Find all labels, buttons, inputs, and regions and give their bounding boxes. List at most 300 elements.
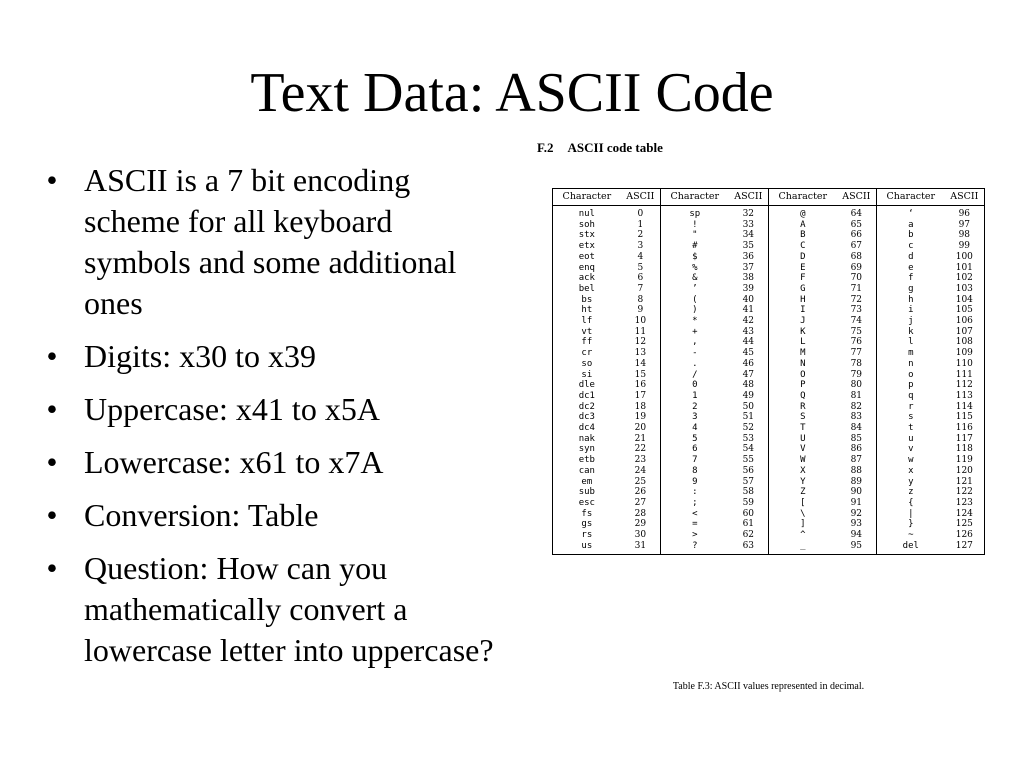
ascii-value-cell: 39	[742, 283, 755, 294]
ascii-value-cell: 6	[637, 273, 644, 284]
ascii-value-cell: 103	[945, 284, 985, 295]
character-cell: &	[660, 273, 728, 284]
character-cell: C	[768, 241, 836, 252]
character-cell: etx	[553, 241, 621, 252]
character-cell: }	[876, 519, 944, 530]
ascii-value-cell: 73	[850, 305, 863, 316]
table-row	[553, 206, 985, 220]
character-cell: E	[768, 263, 836, 274]
ascii-value-cell: 99	[945, 241, 985, 252]
ascii-value-cell: 74	[850, 316, 863, 327]
ascii-value-cell: 124	[945, 509, 985, 520]
ascii-value-cell: 84	[850, 423, 863, 434]
character-cell: soh	[553, 220, 621, 231]
character-cell: *	[660, 316, 728, 327]
ascii-value-cell: 2	[637, 230, 644, 241]
bullet-item	[42, 160, 502, 324]
figure-title: ASCII code table	[567, 140, 663, 155]
ascii-value-cell: 75	[850, 326, 863, 337]
table-row	[553, 252, 985, 263]
character-cell: n	[876, 359, 944, 370]
character-cell: (	[660, 295, 728, 306]
character-cell: dle	[553, 380, 621, 391]
character-cell: dc1	[553, 391, 621, 402]
character-cell: h	[876, 295, 944, 306]
table-row	[553, 487, 985, 498]
character-cell: #	[660, 241, 728, 252]
ascii-value-cell: 5	[637, 262, 644, 273]
character-cell: j	[876, 316, 944, 327]
table-row	[553, 519, 985, 530]
character-cell: si	[553, 370, 621, 381]
character-cell: vt	[553, 327, 621, 338]
ascii-value-cell: 37	[742, 262, 755, 273]
character-cell: esc	[553, 498, 621, 509]
character-cell: em	[553, 477, 621, 488]
slide-title: Text Data: ASCII Code	[250, 62, 774, 124]
character-cell: 4	[660, 423, 728, 434]
table-row	[553, 305, 985, 316]
ascii-value-cell: 21	[634, 433, 647, 444]
character-cell: {	[876, 498, 944, 509]
table-row	[553, 434, 985, 445]
ascii-value-cell: 8	[637, 294, 644, 305]
character-cell: ]	[768, 519, 836, 530]
character-cell: P	[768, 380, 836, 391]
character-cell: nak	[553, 434, 621, 445]
table-row	[553, 241, 985, 252]
ascii-value-cell: 50	[742, 401, 755, 412]
ascii-value-cell: 1	[637, 219, 644, 230]
table-row	[553, 263, 985, 274]
character-cell: so	[553, 359, 621, 370]
ascii-value-cell: 115	[945, 412, 985, 423]
ascii-value-cell: 62	[742, 530, 755, 541]
character-cell: i	[876, 305, 944, 316]
ascii-value-cell: 45	[742, 348, 755, 359]
character-cell: 7	[660, 455, 728, 466]
bullet-text: Uppercase: x41 to x5A	[84, 391, 380, 427]
character-cell: [	[768, 498, 836, 509]
character-cell: ‘	[876, 206, 944, 220]
character-cell: I	[768, 305, 836, 316]
bullet-icon: •	[46, 444, 58, 480]
table-row	[553, 412, 985, 423]
character-cell: H	[768, 295, 836, 306]
ascii-value-cell: 58	[742, 487, 755, 498]
character-cell: dc3	[553, 412, 621, 423]
character-cell: gs	[553, 519, 621, 530]
bullet-icon: •	[46, 162, 58, 198]
ascii-value-cell: 31	[621, 541, 661, 554]
ascii-value-cell: 126	[945, 530, 985, 541]
ascii-value-cell: 95	[837, 541, 877, 554]
character-cell: !	[660, 220, 728, 231]
character-cell: b	[876, 230, 944, 241]
character-cell: t	[876, 423, 944, 434]
character-cell: X	[768, 466, 836, 477]
bullet-text: Question: How can you mathematically convert a lowercase letter into uppercase?	[84, 550, 494, 668]
character-cell: del	[876, 541, 944, 554]
ascii-value-cell: 102	[945, 273, 985, 284]
character-cell: cr	[553, 348, 621, 359]
ascii-value-cell: 71	[850, 283, 863, 294]
character-cell: ff	[553, 337, 621, 348]
ascii-value-cell: 3	[637, 241, 644, 252]
ascii-value-cell: 0	[637, 209, 644, 219]
column-header: Character	[660, 189, 728, 206]
table-body	[553, 206, 985, 555]
ascii-value-cell: 32	[742, 209, 755, 219]
table-row	[553, 391, 985, 402]
ascii-value-cell: 41	[742, 305, 755, 316]
character-cell: ’	[660, 284, 728, 295]
ascii-value-cell: 27	[634, 497, 647, 508]
ascii-value-cell: 91	[850, 497, 863, 508]
ascii-value-cell: 116	[945, 423, 985, 434]
character-cell: o	[876, 370, 944, 381]
character-cell: etb	[553, 455, 621, 466]
character-cell: 3	[660, 412, 728, 423]
character-cell: D	[768, 252, 836, 263]
ascii-value-cell: 77	[850, 348, 863, 359]
table-row	[553, 370, 985, 381]
ascii-value-cell: 34	[742, 230, 755, 241]
bullet-item	[42, 389, 502, 430]
ascii-value-cell: 47	[742, 369, 755, 380]
ascii-value-cell: 19	[634, 412, 647, 423]
character-cell: ^	[768, 530, 836, 541]
ascii-value-cell: 70	[850, 273, 863, 284]
character-cell: 5	[660, 434, 728, 445]
ascii-value-cell: 93	[850, 519, 863, 530]
character-cell: 6	[660, 444, 728, 455]
ascii-value-cell: 122	[945, 487, 985, 498]
ascii-value-cell: 18	[634, 401, 647, 412]
table-row	[553, 477, 985, 488]
ascii-value-cell: 121	[945, 477, 985, 488]
ascii-table	[552, 188, 985, 555]
bullet-text: Lowercase: x61 to x7A	[84, 444, 384, 480]
ascii-value-cell: 22	[634, 444, 647, 455]
character-cell: .	[660, 359, 728, 370]
table-row	[553, 444, 985, 455]
ascii-value-cell: 60	[742, 508, 755, 519]
character-cell: sp	[660, 206, 728, 220]
character-cell: c	[876, 241, 944, 252]
character-cell: ?	[660, 541, 728, 554]
ascii-value-cell: 112	[945, 380, 985, 391]
character-cell: y	[876, 477, 944, 488]
table-row	[553, 466, 985, 477]
table-row	[553, 455, 985, 466]
table-header-row	[553, 189, 985, 206]
character-cell: M	[768, 348, 836, 359]
character-cell: syn	[553, 444, 621, 455]
column-header: Character	[876, 189, 944, 206]
table-caption: Table F.3: ASCII values represented in decimal.	[672, 681, 865, 692]
ascii-value-cell: 105	[945, 305, 985, 316]
character-cell: 8	[660, 466, 728, 477]
character-cell: A	[768, 220, 836, 231]
ascii-value-cell: 4	[637, 251, 644, 262]
table-row	[553, 530, 985, 541]
ascii-value-cell: 125	[945, 519, 985, 530]
ascii-value-cell: 100	[945, 252, 985, 263]
table-row	[553, 380, 985, 391]
ascii-value-cell: 107	[945, 327, 985, 338]
ascii-value-cell: 96	[945, 206, 985, 220]
column-header: Character	[553, 189, 621, 206]
character-cell: +	[660, 327, 728, 338]
character-cell: u	[876, 434, 944, 445]
ascii-value-cell: 108	[945, 337, 985, 348]
character-cell: f	[876, 273, 944, 284]
character-cell: dc2	[553, 402, 621, 413]
ascii-value-cell: 90	[850, 487, 863, 498]
character-cell: dc4	[553, 423, 621, 434]
character-cell: <	[660, 509, 728, 520]
character-cell: v	[876, 444, 944, 455]
ascii-value-cell: 63	[729, 541, 769, 554]
ascii-value-cell: 68	[850, 251, 863, 262]
character-cell: )	[660, 305, 728, 316]
ascii-value-cell: 127	[945, 541, 985, 554]
ascii-value-cell: 28	[634, 508, 647, 519]
character-cell: q	[876, 391, 944, 402]
ascii-value-cell: 94	[850, 530, 863, 541]
ascii-value-cell: 20	[634, 423, 647, 434]
character-cell: rs	[553, 530, 621, 541]
bullet-icon: •	[46, 550, 58, 586]
character-cell: bel	[553, 284, 621, 295]
ascii-value-cell: 35	[742, 241, 755, 252]
character-cell: N	[768, 359, 836, 370]
bullet-item	[42, 495, 502, 536]
ascii-value-cell: 82	[850, 401, 863, 412]
ascii-value-cell: 65	[850, 219, 863, 230]
character-cell: enq	[553, 263, 621, 274]
ascii-value-cell: 23	[634, 455, 647, 466]
character-cell: ht	[553, 305, 621, 316]
table-row	[553, 295, 985, 306]
character-cell: O	[768, 370, 836, 381]
character-cell: w	[876, 455, 944, 466]
ascii-value-cell: 53	[742, 433, 755, 444]
character-cell: 9	[660, 477, 728, 488]
ascii-value-cell: 36	[742, 251, 755, 262]
table-row	[553, 337, 985, 348]
character-cell: ack	[553, 273, 621, 284]
character-cell: $	[660, 252, 728, 263]
ascii-value-cell: 43	[742, 326, 755, 337]
character-cell: >	[660, 530, 728, 541]
ascii-value-cell: 72	[850, 294, 863, 305]
ascii-value-cell: 25	[634, 476, 647, 487]
ascii-value-cell: 59	[742, 497, 755, 508]
bullet-icon: •	[46, 497, 58, 533]
ascii-value-cell: 111	[945, 370, 985, 381]
character-cell: Y	[768, 477, 836, 488]
bullet-item	[42, 442, 502, 483]
ascii-value-cell: 104	[945, 295, 985, 306]
ascii-value-cell: 86	[850, 444, 863, 455]
character-cell: U	[768, 434, 836, 445]
character-cell: d	[876, 252, 944, 263]
character-cell: 1	[660, 391, 728, 402]
character-cell: =	[660, 519, 728, 530]
ascii-value-cell: 92	[850, 508, 863, 519]
ascii-value-cell: 113	[945, 391, 985, 402]
ascii-value-cell: 85	[850, 433, 863, 444]
ascii-value-cell: 110	[945, 359, 985, 370]
table-row	[553, 327, 985, 338]
character-cell: L	[768, 337, 836, 348]
ascii-value-cell: 7	[637, 283, 644, 294]
ascii-value-cell: 114	[945, 402, 985, 413]
ascii-value-cell: 38	[742, 273, 755, 284]
ascii-value-cell: 118	[945, 444, 985, 455]
ascii-value-cell: 81	[850, 390, 863, 401]
character-cell: g	[876, 284, 944, 295]
character-cell: x	[876, 466, 944, 477]
table-row	[553, 284, 985, 295]
table-row	[553, 509, 985, 520]
table-row	[553, 498, 985, 509]
character-cell: r	[876, 402, 944, 413]
character-cell: bs	[553, 295, 621, 306]
character-cell: :	[660, 487, 728, 498]
column-header: ASCII	[621, 189, 661, 206]
ascii-value-cell: 14	[634, 358, 647, 369]
ascii-value-cell: 67	[850, 241, 863, 252]
ascii-value-cell: 80	[850, 380, 863, 391]
character-cell: J	[768, 316, 836, 327]
column-header: ASCII	[729, 189, 769, 206]
table-row	[553, 541, 985, 554]
table-row	[553, 273, 985, 284]
ascii-value-cell: 97	[945, 220, 985, 231]
ascii-value-cell: 33	[742, 219, 755, 230]
ascii-value-cell: 40	[742, 294, 755, 305]
ascii-value-cell: 56	[742, 465, 755, 476]
table-row	[553, 230, 985, 241]
ascii-value-cell: 42	[742, 316, 755, 327]
bullet-list	[42, 160, 502, 683]
ascii-value-cell: 16	[634, 380, 647, 391]
character-cell: a	[876, 220, 944, 231]
ascii-value-cell: 26	[634, 487, 647, 498]
ascii-value-cell: 55	[742, 455, 755, 466]
character-cell: k	[876, 327, 944, 338]
ascii-value-cell: 51	[742, 412, 755, 423]
ascii-value-cell: 46	[742, 358, 755, 369]
ascii-value-cell: 109	[945, 348, 985, 359]
ascii-value-cell: 117	[945, 434, 985, 445]
ascii-value-cell: 64	[850, 209, 863, 219]
bullet-text: Digits: x30 to x39	[84, 338, 317, 374]
ascii-value-cell: 87	[850, 455, 863, 466]
character-cell: Q	[768, 391, 836, 402]
character-cell: e	[876, 263, 944, 274]
column-header: ASCII	[837, 189, 877, 206]
ascii-value-cell: 30	[634, 530, 647, 541]
character-cell: B	[768, 230, 836, 241]
ascii-value-cell: 98	[945, 230, 985, 241]
ascii-value-cell: 78	[850, 358, 863, 369]
character-cell: lf	[553, 316, 621, 327]
ascii-value-cell: 66	[850, 230, 863, 241]
ascii-value-cell: 89	[850, 476, 863, 487]
character-cell: m	[876, 348, 944, 359]
ascii-value-cell: 57	[742, 476, 755, 487]
ascii-value-cell: 76	[850, 337, 863, 348]
bullet-text: ASCII is a 7 bit encoding scheme for all keyboard symbols and some additional ones	[84, 162, 457, 321]
character-cell: Z	[768, 487, 836, 498]
ascii-value-cell: 120	[945, 466, 985, 477]
character-cell: stx	[553, 230, 621, 241]
ascii-value-cell: 83	[850, 412, 863, 423]
character-cell: fs	[553, 509, 621, 520]
ascii-value-cell: 48	[742, 380, 755, 391]
character-cell: eot	[553, 252, 621, 263]
character-cell: can	[553, 466, 621, 477]
character-cell: p	[876, 380, 944, 391]
bullet-text: Conversion: Table	[84, 497, 319, 533]
character-cell: -	[660, 348, 728, 359]
character-cell: 2	[660, 402, 728, 413]
ascii-value-cell: 79	[850, 369, 863, 380]
character-cell: us	[553, 541, 621, 554]
ascii-value-cell: 13	[634, 348, 647, 359]
character-cell: z	[876, 487, 944, 498]
character-cell: s	[876, 412, 944, 423]
ascii-value-cell: 11	[634, 326, 647, 337]
table-row	[553, 402, 985, 413]
ascii-value-cell: 88	[850, 465, 863, 476]
figure-number: F.2	[537, 140, 554, 155]
character-cell: l	[876, 337, 944, 348]
table-row	[553, 220, 985, 231]
bullet-icon: •	[46, 391, 58, 427]
character-cell: \	[768, 509, 836, 520]
ascii-value-cell: 52	[742, 423, 755, 434]
character-cell: T	[768, 423, 836, 434]
bullet-item	[42, 548, 502, 671]
character-cell: |	[876, 509, 944, 520]
ascii-value-cell: 24	[634, 465, 647, 476]
ascii-value-cell: 10	[634, 316, 647, 327]
table-row	[553, 423, 985, 434]
character-cell: "	[660, 230, 728, 241]
ascii-value-cell: 12	[634, 337, 647, 348]
table-row	[553, 348, 985, 359]
character-cell: ,	[660, 337, 728, 348]
table-row	[553, 359, 985, 370]
character-cell: @	[768, 206, 836, 220]
character-cell: %	[660, 263, 728, 274]
column-header: Character	[768, 189, 836, 206]
character-cell: ~	[876, 530, 944, 541]
ascii-value-cell: 61	[742, 519, 755, 530]
bullet-item	[42, 336, 502, 377]
character-cell: ;	[660, 498, 728, 509]
column-header: ASCII	[945, 189, 985, 206]
character-cell: G	[768, 284, 836, 295]
ascii-value-cell: 54	[742, 444, 755, 455]
ascii-value-cell: 119	[945, 455, 985, 466]
character-cell: R	[768, 402, 836, 413]
